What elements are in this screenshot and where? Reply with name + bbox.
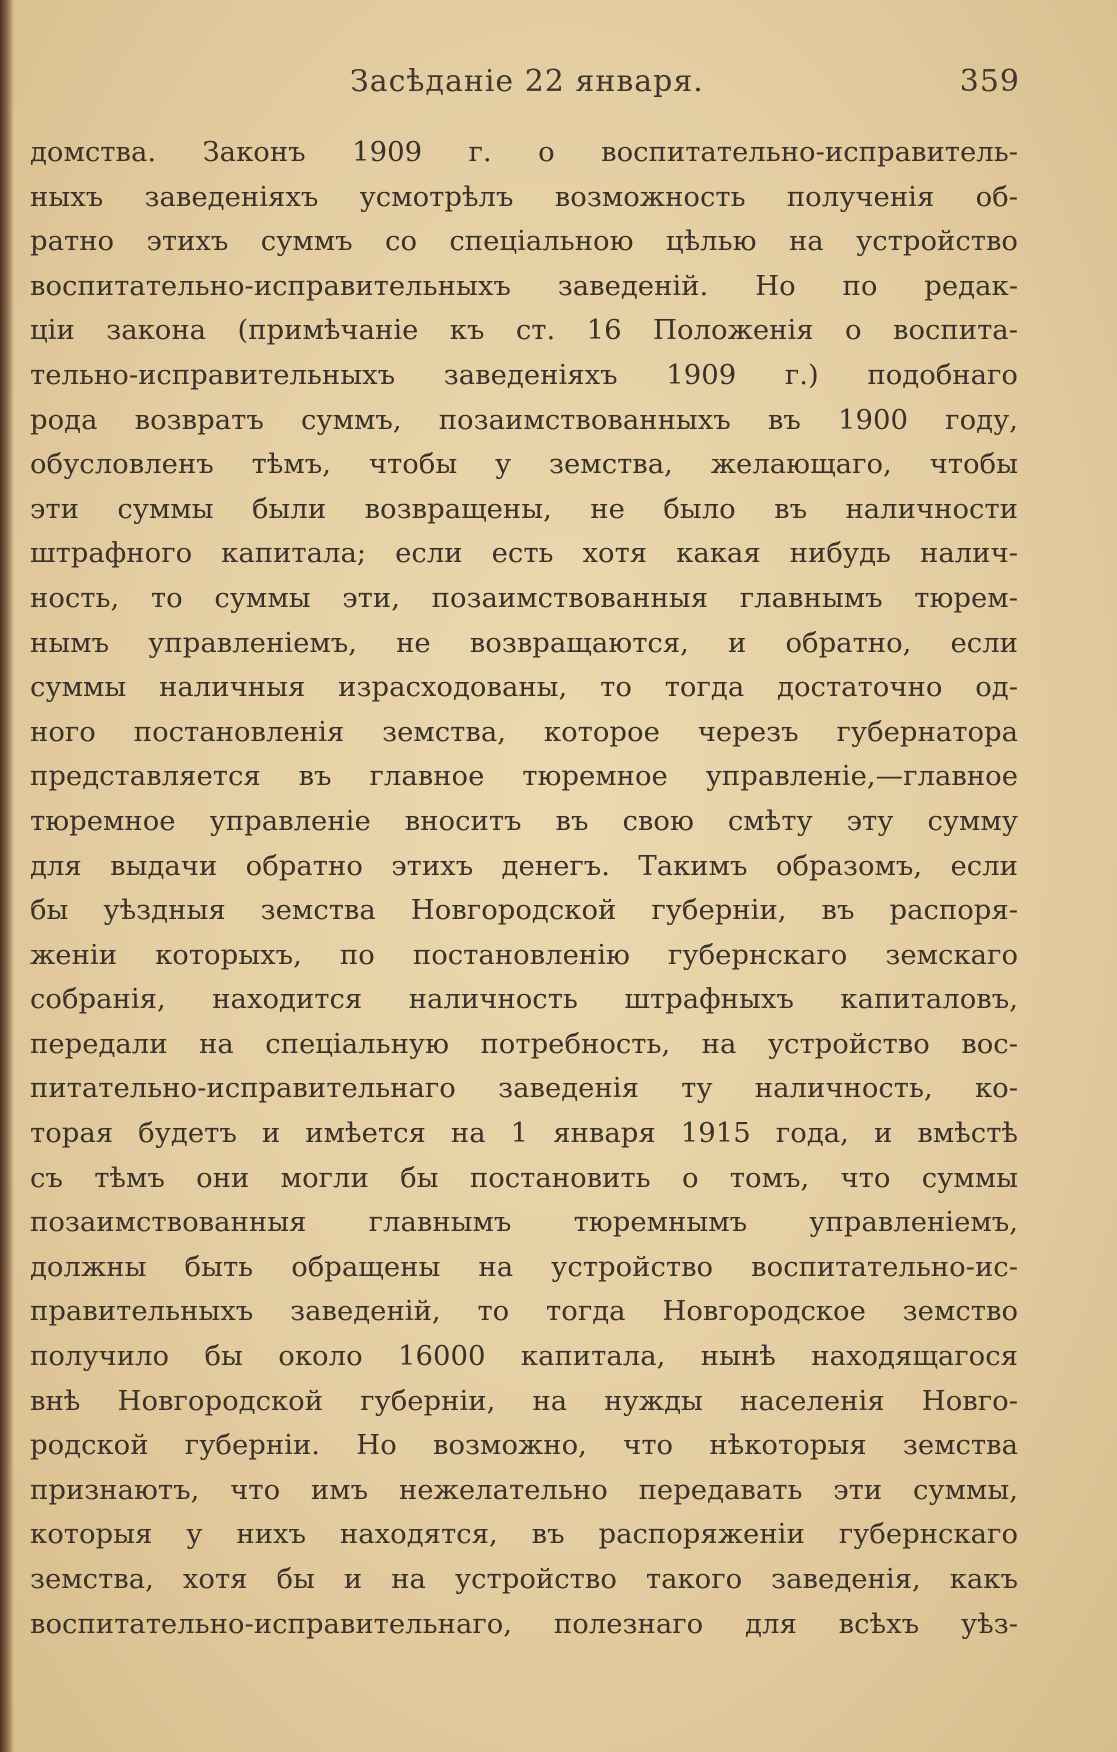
binding-edge xyxy=(0,0,14,1752)
text-line: признаютъ, что имъ нежелательно передавать эти суммы, xyxy=(30,1473,1018,1506)
text-line: штрафного капитала; если есть хотя какая нибудь налич- xyxy=(30,537,1018,570)
text-line: бы уѣздныя земства Новгородской губерніи, въ распоря- xyxy=(30,894,1018,927)
text-line: правительныхъ заведеній, то тогда Новгородское земство xyxy=(30,1295,1018,1328)
text-line: питательно-исправительнаго заведенія ту наличность, ко- xyxy=(30,1072,1018,1105)
body-text xyxy=(30,130,1018,1646)
text-line: собранія, находится наличность штрафныхъ капиталовъ, xyxy=(30,983,1018,1016)
text-line: ціи закона (примѣчаніе къ ст. 16 Положенія о воспита- xyxy=(30,314,1018,347)
page-header xyxy=(30,64,1030,108)
running-head: Засѣданіе 22 января. xyxy=(350,64,704,99)
text-line: тюремное управленіе вноситъ въ свою смѣту эту сумму xyxy=(30,804,1018,837)
text-line: родской губерніи. Но возможно, что нѣкоторыя земства xyxy=(30,1429,1018,1462)
text-line: съ тѣмъ они могли бы постановить о томъ, что суммы xyxy=(30,1161,1018,1194)
text-line: воспитательно-исправительныхъ заведеній. Но по редак- xyxy=(30,269,1018,302)
text-line: нымъ управленіемъ, не возвращаются, и обратно, если xyxy=(30,626,1018,659)
text-line: торая будетъ и имѣется на 1 января 1915 года, и вмѣстѣ xyxy=(30,1117,1018,1150)
text-line: ратно этихъ суммъ со спеціальною цѣлью на устройство xyxy=(30,225,1018,258)
text-line: воспитательно-исправительнаго, полезнаго для всѣхъ уѣз- xyxy=(30,1607,1018,1640)
text-line: передали на спеціальную потребность, на устройство вос- xyxy=(30,1027,1018,1060)
text-line: женіи которыхъ, по постановленію губернскаго земскаго xyxy=(30,938,1018,971)
text-line: которыя у нихъ находятся, въ распоряженіи губернскаго xyxy=(30,1518,1018,1551)
text-line: домства. Законъ 1909 г. о воспитательно-исправитель- xyxy=(30,136,1018,168)
text-line: обусловленъ тѣмъ, чтобы у земства, желающаго, чтобы xyxy=(30,448,1018,481)
text-line: получило бы около 16000 капитала, нынѣ находящагося xyxy=(30,1340,1018,1373)
text-line: ного постановленія земства, которое черезъ губернатора xyxy=(30,715,1018,748)
text-line: тельно-исправительныхъ заведеніяхъ 1909 г.) подобнаго xyxy=(30,358,1018,391)
text-line: представляется въ главное тюремное управленіе,—главное xyxy=(30,760,1018,793)
text-line: земства, хотя бы и на устройство такого заведенія, какъ xyxy=(30,1563,1018,1595)
text-line: суммы наличныя израсходованы, то тогда достаточно од- xyxy=(30,671,1018,704)
text-line: позаимствованныя главнымъ тюремнымъ управленіемъ, xyxy=(30,1206,1018,1239)
text-line: рода возвратъ суммъ, позаимствованныхъ въ 1900 году, xyxy=(30,403,1018,436)
text-line: ность, то суммы эти, позаимствованныя главнымъ тюрем- xyxy=(30,581,1018,614)
text-line: для выдачи обратно этихъ денегъ. Такимъ образомъ, если xyxy=(30,849,1018,882)
text-line: внѣ Новгородской губерніи, на нужды населенія Новго- xyxy=(30,1384,1018,1417)
text-line: должны быть обращены на устройство воспитательно-ис- xyxy=(30,1250,1018,1283)
text-line: эти суммы были возвращены, не было въ наличности xyxy=(30,492,1018,525)
page-number: 359 xyxy=(959,64,1020,99)
text-line: ныхъ заведеніяхъ усмотрѣлъ возможность полученія об- xyxy=(30,180,1018,213)
